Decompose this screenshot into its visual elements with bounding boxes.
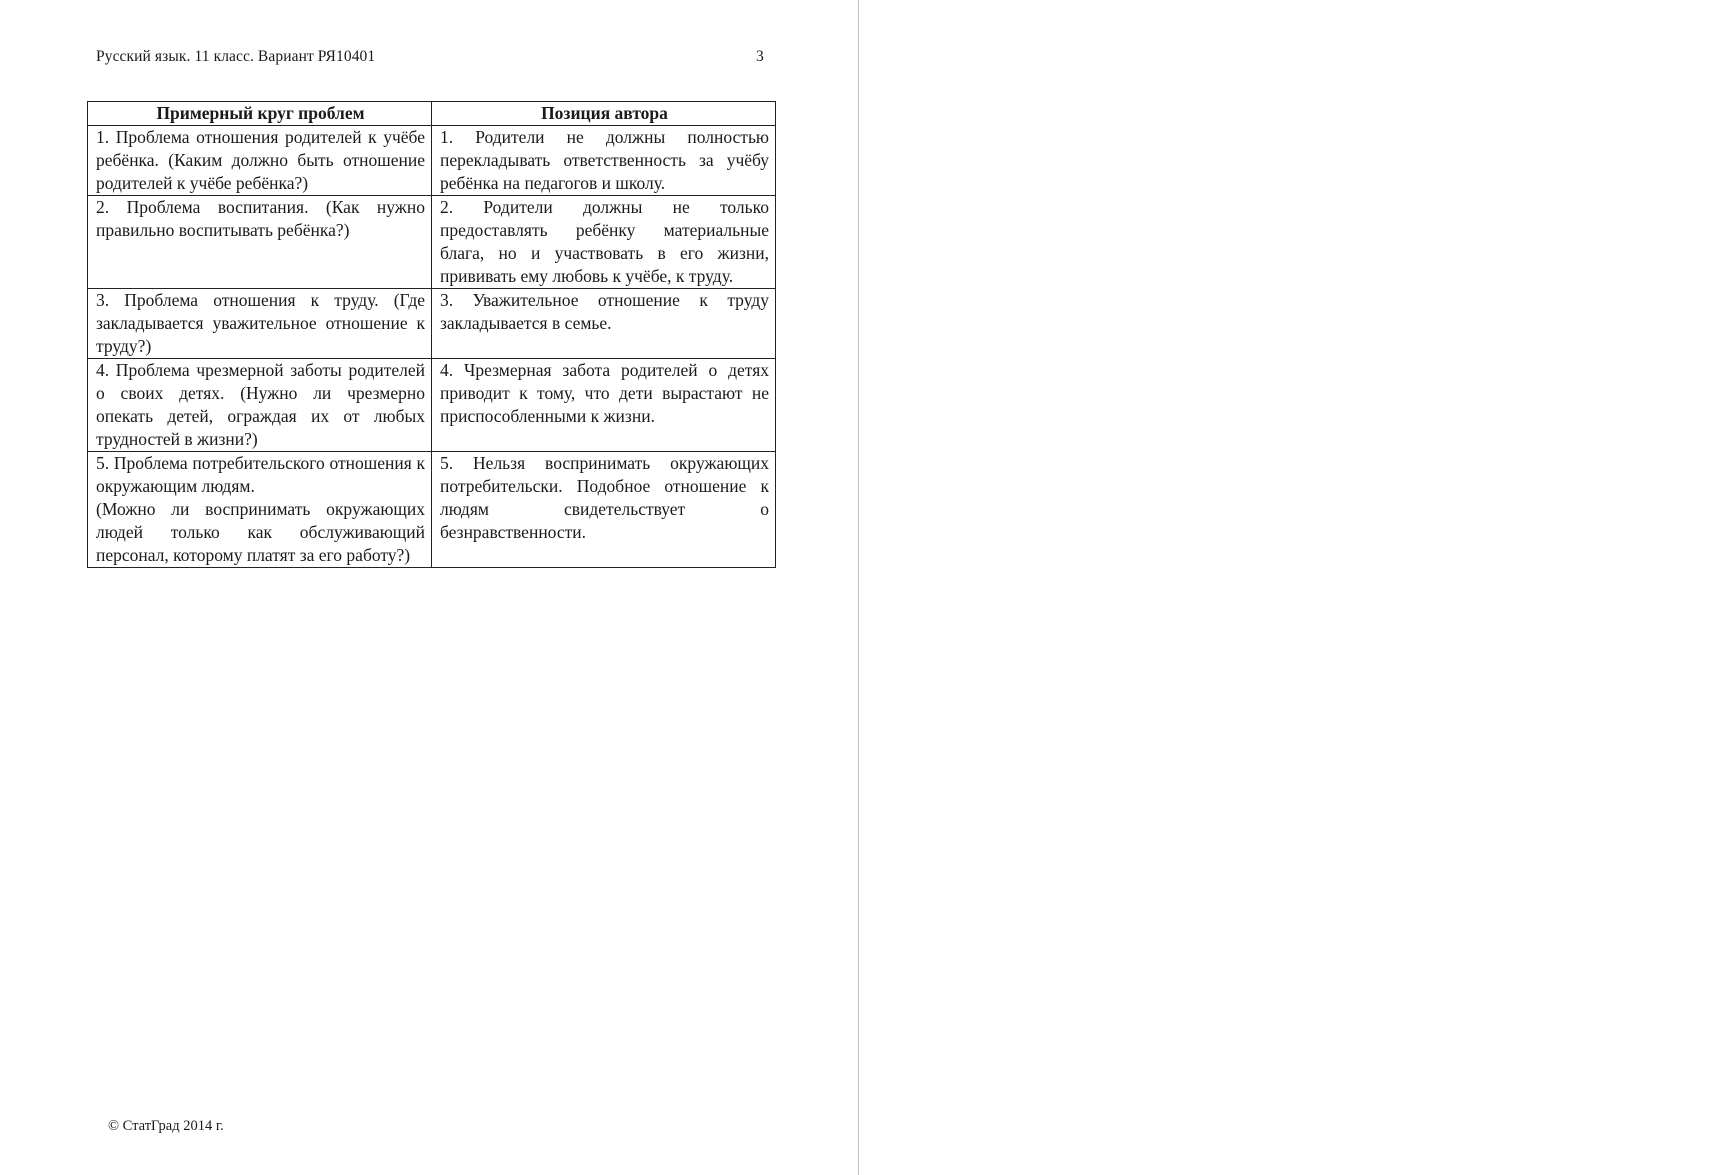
problem-cell xyxy=(88,452,432,568)
cell-text: 1. Проблема отношения родителей к учёбе ребёнка. (Каким должно быть отношение родителей к учёбе ребёнка?) xyxy=(96,127,425,193)
page-number: 3 xyxy=(756,48,764,65)
table-row xyxy=(88,126,776,196)
table-header-row xyxy=(88,102,776,126)
cell-text: 5. Проблема потребительского отношения к окружающим людям. xyxy=(96,453,425,496)
problems-table xyxy=(87,101,776,568)
cell-text: 2. Родители должны не только предоставлять ребёнку материальные блага, но и участвовать в его жизни, прививать ему любовь к учёбе, к труду. xyxy=(440,197,769,286)
cell-text: 3. Уважительное отношение к труду закладывается в семье. xyxy=(440,290,769,333)
problem-cell xyxy=(88,289,432,359)
document-page-right xyxy=(860,0,1716,1175)
table-row xyxy=(88,452,776,568)
position-cell xyxy=(432,359,776,452)
cell-text: 3. Проблема отношения к труду. (Где закладывается уважительное отношение к труду?) xyxy=(96,290,425,356)
cell-text: 4. Проблема чрезмерной заботы родителей о своих детях. (Нужно ли чрезмерно опекать детей, ограждая их от любых трудностей в жизни?) xyxy=(96,360,425,449)
problem-cell xyxy=(88,196,432,289)
cell-text: 2. Проблема воспитания. (Как нужно правильно воспитывать ребёнка?) xyxy=(96,197,425,240)
position-cell xyxy=(432,452,776,568)
cell-text: (Можно ли воспринимать окружающих людей только как обслуживающий персонал, которому платят за его работу?) xyxy=(96,499,425,565)
column-header-author-position: Позиция автора xyxy=(432,102,776,126)
table-row xyxy=(88,359,776,452)
cell-text: 4. Чрезмерная забота родителей о детях приводит к тому, что дети вырастают не приспособленными к жизни. xyxy=(440,360,769,426)
problem-cell xyxy=(88,126,432,196)
table-row xyxy=(88,196,776,289)
position-cell xyxy=(432,126,776,196)
position-cell xyxy=(432,289,776,359)
cell-text: 1. Родители не должны полностью перекладывать ответственность за учёбу ребёнка на педагогов и школу. xyxy=(440,127,769,193)
problem-cell xyxy=(88,359,432,452)
document-page-left xyxy=(0,0,857,1175)
page-divider xyxy=(858,0,859,1175)
table-row xyxy=(88,289,776,359)
cell-text: 5. Нельзя воспринимать окружающих потребительски. Подобное отношение к людям свидетельствует о безнравственности. xyxy=(440,453,769,542)
page-header-title: Русский язык. 11 класс. Вариант РЯ10401 xyxy=(96,48,376,65)
position-cell xyxy=(432,196,776,289)
column-header-problems: Примерный круг проблем xyxy=(88,102,432,126)
copyright-footer: © СтатГрад 2014 г. xyxy=(108,1118,224,1134)
